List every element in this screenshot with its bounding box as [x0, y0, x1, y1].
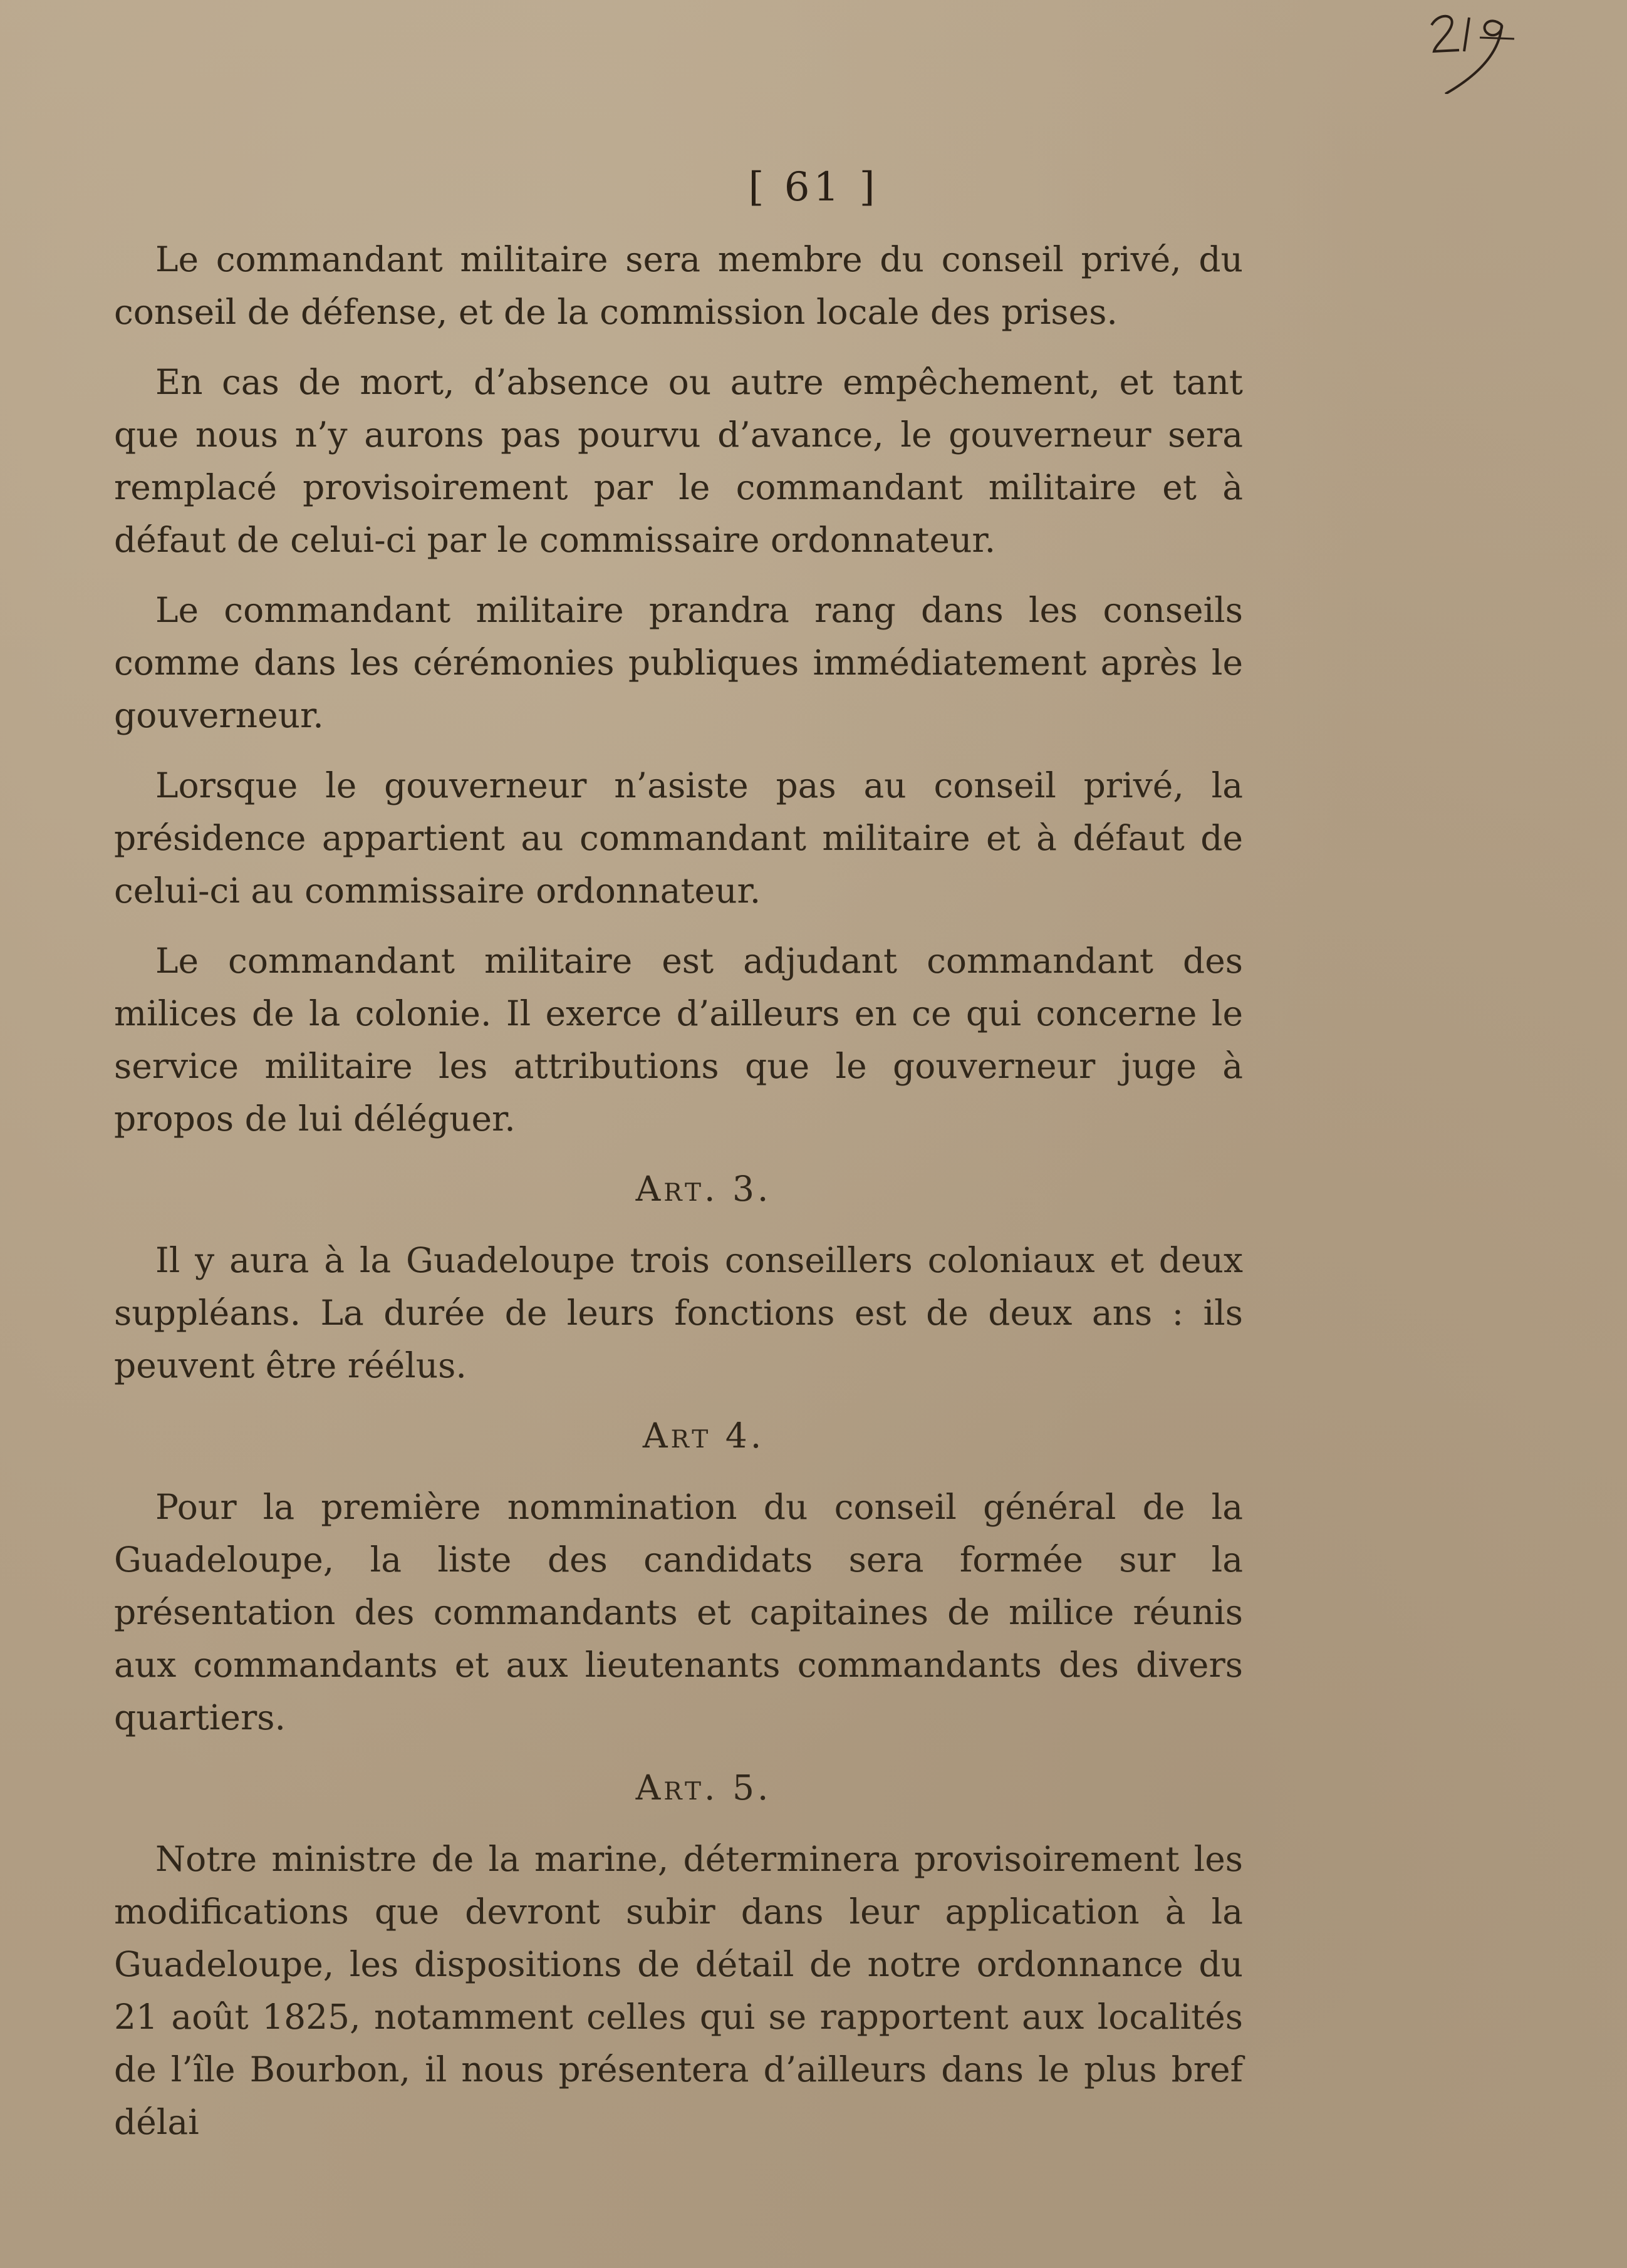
article-4-heading: Art 4. [642, 1416, 765, 1456]
page-number-header: [ 61 ] [748, 164, 879, 210]
handwritten-folio-number [1420, 0, 1533, 94]
paragraph-commandant-membre: Le commandant militaire sera membre du conseil privé, du conseil de défense, et de la commission locale des prises. [114, 239, 1243, 332]
article-3-text: Il y aura à la Guadeloupe trois conseillers coloniaux et deux suppléans. La durée de leurs fonctions est de deux ans : ils peuvent être réélus. [114, 1240, 1243, 1385]
article-5-text: Notre ministre de la marine, déterminera provisoirement les modifications que devront subir dans leur application à la Guadeloupe, les dispositions de détail de notre ordonnance du 21 août 1825, notamment celles qui se rapportent aux localités de l’île Bourbon, il nous présentera d’ailleurs dans le plus bref délai [114, 1839, 1243, 2142]
paragraph-presidence: Lorsque le gouverneur n’asiste pas au conseil privé, la présidence appartient au commandant militaire et à défaut de celui-ci au commissaire ordonnateur. [114, 765, 1243, 911]
article-5-heading: Art. 5. [635, 1768, 772, 1808]
article-4-text: Pour la première nommination du conseil général de la Guadeloupe, la liste des candidats sera formée sur la présentation des commandants et capitaines de milice réunis aux commandants et aux lieutenants commandants des divers quartiers. [114, 1487, 1243, 1737]
article-3-heading: Art. 3. [635, 1169, 772, 1209]
document-body [114, 233, 1243, 2166]
paragraph-remplacement: En cas de mort, d’absence ou autre empêchement, et tant que nous n’y aurons pas pourvu d’avance, le gouverneur sera remplacé provisoirement par le commandant militaire et à défaut de celui-ci par le commissaire ordonnateur. [114, 362, 1243, 560]
paragraph-milices: Le commandant militaire est adjudant commandant des milices de la colonie. Il exerce d’ailleurs en ce qui concerne le service militaire les attributions que le gouverneur juge à propos de lui déléguer. [114, 941, 1243, 1139]
folio-handwriting-icon [1420, 0, 1533, 94]
paragraph-rang: Le commandant militaire prandra rang dans les conseils comme dans les cérémonies publiques immédiatement après le gouverneur. [114, 590, 1243, 735]
